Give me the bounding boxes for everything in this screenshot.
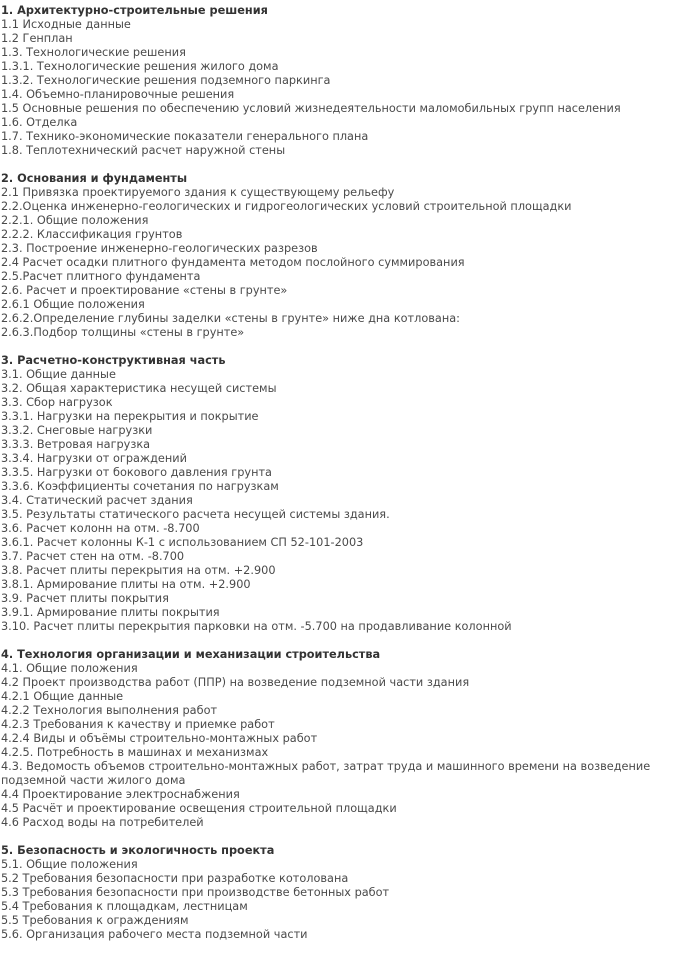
toc-entry: 3.1. Общие данные [1,368,116,381]
toc-entry: 3.3. Сбор нагрузок [1,396,113,409]
toc-entry: 5.5 Требования к ограждениям [1,914,189,927]
toc-entry: 4.2 Проект производства работ (ППР) на возведение подземной части здания [1,676,470,689]
toc-entry: 1.4. Объемно-планировочные решения [1,88,235,101]
toc-entry: 5.2 Требования безопасности при разработке котолована [1,872,349,885]
toc-entry: 3.8.1. Армирование плиты на отм. +2.900 [1,578,251,591]
toc-entry: 1.3.1. Технологические решения жилого дома [1,60,279,73]
toc-entry: 4.2.3 Требования к качеству и приемке работ [1,718,275,731]
toc-entry: 3.6. Расчет колонн на отм. -8.700 [1,522,200,535]
toc-entry: 3.3.1. Нагрузки на перекрытия и покрытие [1,410,259,423]
table-of-contents [1,4,700,956]
toc-entry: 3.3.6. Коэффициенты сочетания по нагрузкам [1,480,279,493]
toc-entry: 3.2. Общая характеристика несущей системы [1,382,277,395]
toc-entry: 3.10. Расчет плиты перекрытия парковки на отм. -5.700 на продавливание колонной [1,620,512,633]
toc-entry: 4.4 Проектирование электроснабжения [1,788,240,801]
toc-entry: 2.6.1 Общие положения [1,298,145,311]
toc-entry: 3.4. Статический расчет здания [1,494,193,507]
toc-entry: 3.7. Расчет стен на отм. -8.700 [1,550,185,563]
toc-entry: 1.5 Основные решения по обеспечению условий жизнедеятельности маломобильных групп населения [1,102,621,115]
toc-entry: 1.8. Теплотехнический расчет наружной стены [1,144,286,157]
toc-section [1,844,700,942]
toc-entry: 4.2.2 Технология выполнения работ [1,704,218,717]
section-heading: 3. Расчетно-конструктивная часть [1,354,226,367]
toc-entry: 3.9. Расчет плиты покрытия [1,592,169,605]
toc-entry: 1.1 Исходные данные [1,18,131,31]
toc-entry: 2.2.2. Классификация грунтов [1,228,183,241]
toc-entry: 2.6.3.Подбор толщины «стены в грунте» [1,326,245,339]
toc-entry: 5.1. Общие положения [1,858,138,871]
toc-entry: 3.5. Результаты статического расчета несущей системы здания. [1,508,390,521]
toc-entry: 4.2.1 Общие данные [1,690,124,703]
toc-entry: 4.1. Общие положения [1,662,138,675]
toc-entry: 3.3.5. Нагрузки от бокового давления грунта [1,466,272,479]
toc-entry: 4.6 Расход воды на потребителей [1,816,204,829]
section-heading: 2. Основания и фундаменты [1,172,188,185]
toc-entry: 3.3.4. Нагрузки от ограждений [1,452,187,465]
toc-entry: 2.2.1. Общие положения [1,214,149,227]
toc-entry: 3.3.2. Снеговые нагрузки [1,424,153,437]
toc-entry: 3.6.1. Расчет колонны К-1 с использованием СП 52-101-2003 [1,536,364,549]
toc-entry: 5.6. Организация рабочего места подземной части [1,928,308,941]
toc-entry: 1.3.2. Технологические решения подземного паркинга [1,74,331,87]
toc-entry: 3.3.3. Ветровая нагрузка [1,438,151,451]
toc-entry: 1.2 Генплан [1,32,73,45]
toc-entry: 2.1 Привязка проектируемого здания к существующему рельефу [1,186,395,199]
toc-entry: 1.3. Технологические решения [1,46,186,59]
toc-entry: 1.7. Технико-экономические показатели генерального плана [1,130,369,143]
section-heading: 5. Безопасность и экологичность проекта [1,844,275,857]
toc-entry: 2.5.Расчет плитного фундамента [1,270,201,283]
toc-entry: 4.2.4 Виды и объёмы строительно-монтажных работ [1,732,318,745]
section-heading: 1. Архитектурно-строительные решения [1,4,268,17]
toc-entry: 4.5 Расчёт и проектирование освещения строительной площадки [1,802,397,815]
toc-entry: 4.2.5. Потребность в машинах и механизмах [1,746,269,759]
section-heading: 4. Технология организации и механизации строительства [1,648,381,661]
toc-entry: 1.6. Отделка [1,116,78,129]
toc-entry: 5.3 Требования безопасности при производстве бетонных работ [1,886,390,899]
toc-section [1,354,700,634]
toc-entry: 2.6. Расчет и проектирование «стены в грунте» [1,284,288,297]
toc-entry: 2.3. Построение инженерно-геологических разрезов [1,242,318,255]
toc-entry: 3.9.1. Армирование плиты покрытия [1,606,220,619]
toc-entry: 3.8. Расчет плиты перекрытия на отм. +2.900 [1,564,276,577]
toc-entry: 4.3. Ведомость объемов строительно-монтажных работ, затрат труда и машинного времени на возведение подземной части жилого дома [1,760,651,787]
toc-entry: 2.4 Расчет осадки плитного фундамента методом послойного суммирования [1,256,465,269]
toc-section [1,172,700,340]
toc-entry: 2.2.Оценка инженерно-геологических и гидрогеологических условий строительной площадки [1,200,572,213]
toc-section [1,4,700,158]
toc-entry: 5.4 Требования к площадкам, лестницам [1,900,248,913]
toc-section [1,648,700,830]
toc-entry: 2.6.2.Определение глубины заделки «стены в грунте» ниже дна котлована: [1,312,460,325]
